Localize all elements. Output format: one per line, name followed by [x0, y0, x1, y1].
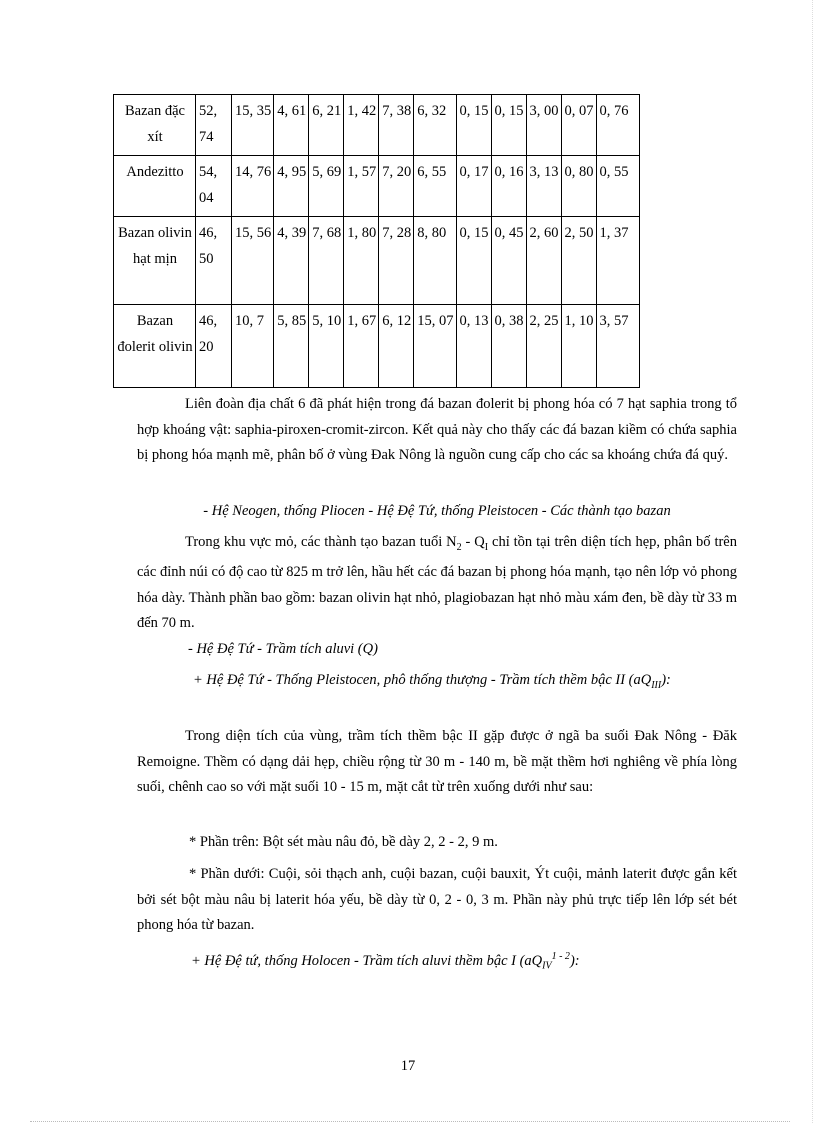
heading-neogen: - Hệ Neogen, thống Pliocen - Hệ Đệ Tứ, thống Pleistocen - Các thành tạo bazan — [203, 503, 671, 519]
value-cell: 6, 32 — [414, 95, 456, 156]
value-cell: 0, 55 — [596, 156, 639, 217]
value-cell: 7, 20 — [379, 156, 414, 217]
value-cell: 4, 39 — [274, 217, 309, 305]
table-row — [114, 305, 640, 388]
value-cell: 5, 69 — [309, 156, 344, 217]
paragraph-saphia: Liên đoàn địa chất 6 đã phát hiện trong đá bazan đolerit bị phong hóa có 7 hạt saphia trong tổ hợp khoáng vật: saphia-piroxen-cromit-zircon. Kết quả này cho thấy các đá bazan kiềm có chứa saphia bị phong hóa mạnh mẽ, phân bố ở vùng Đak Nông là nguồn cung cấp cho các sa khoáng chứa đá quý. — [137, 396, 737, 463]
value-cell: 6, 21 — [309, 95, 344, 156]
value-cell: 0, 15 — [491, 95, 526, 156]
page-number: 17 — [400, 1058, 416, 1074]
value-cell: 5, 10 — [309, 305, 344, 388]
table-row — [114, 95, 640, 156]
value-cell: 0, 15 — [456, 217, 491, 305]
value-cell: 2, 50 — [561, 217, 596, 305]
heading-de-tu-aluvi: - Hệ Đệ Tứ - Trầm tích aluvi (Q) — [188, 641, 378, 657]
value-cell: 4, 95 — [274, 156, 309, 217]
value-cell: 15, 07 — [414, 305, 456, 388]
value-cell: 0, 45 — [491, 217, 526, 305]
value-cell: 2, 60 — [526, 217, 561, 305]
composition-table — [113, 94, 640, 388]
rock-name-cell: Andezitto — [114, 156, 196, 217]
value-cell: 0, 15 — [456, 95, 491, 156]
value-cell: 0, 80 — [561, 156, 596, 217]
value-cell: 3, 00 — [526, 95, 561, 156]
value-cell: 54, 04 — [196, 156, 232, 217]
value-cell: 15, 56 — [232, 217, 274, 305]
value-cell: 5, 85 — [274, 305, 309, 388]
paragraph-phan-duoi: * Phần dưới: Cuội, sỏi thạch anh, cuội bazan, cuội bauxit, Ýt cuội, mảnh laterit được gắn kết bởi sét bột màu nâu bị laterit hóa yếu, bề dày từ 0, 2 - 0, 3 m. Phần này phủ trực tiếp lên lớp sét bét phong hóa từ bazan. — [137, 866, 737, 933]
footer-divider — [30, 1121, 790, 1122]
value-cell: 2, 25 — [526, 305, 561, 388]
value-cell: 1, 37 — [596, 217, 639, 305]
value-cell: 14, 76 — [232, 156, 274, 217]
table-row — [114, 217, 640, 305]
value-cell: 1, 57 — [344, 156, 379, 217]
value-cell: 52, 74 — [196, 95, 232, 156]
paragraph-phan-tren: * Phần trên: Bột sét màu nâu đỏ, bề dày 2, 2 - 2, 9 m. — [189, 834, 498, 850]
rock-name-cell: Bazan đolerit olivin — [114, 305, 196, 388]
page-edge — [812, 0, 813, 1123]
value-cell: 1, 67 — [344, 305, 379, 388]
value-cell: 8, 80 — [414, 217, 456, 305]
value-cell: 10, 7 — [232, 305, 274, 388]
value-cell: 6, 12 — [379, 305, 414, 388]
value-cell: 4, 61 — [274, 95, 309, 156]
value-cell: 1, 10 — [561, 305, 596, 388]
paragraph-them-bac-ii: Trong diện tích của vùng, trầm tích thềm bậc II gặp được ở ngã ba suối Đak Nông - Đăk Remoigne. Thềm có dạng dải hẹp, chiều rộng từ 30 m - 140 m, bề mặt thềm hơi nghiêng về phía lòng suối, chênh cao so với mặt suối 10 - 15 m, mặt cắt từ trên xuống dưới như sau: — [137, 728, 737, 795]
value-cell: 6, 55 — [414, 156, 456, 217]
value-cell: 0, 16 — [491, 156, 526, 217]
rock-name-cell: Bazan olivin hạt mịn — [114, 217, 196, 305]
value-cell: 3, 13 — [526, 156, 561, 217]
value-cell: 0, 76 — [596, 95, 639, 156]
heading-holocen: + Hệ Đệ tứ, thống Holocen - Trầm tích aluvi thềm bậc I $(aQ_{IV}^{1 - 2})$: — [191, 951, 580, 972]
value-cell: 1, 80 — [344, 217, 379, 305]
value-cell: 7, 38 — [379, 95, 414, 156]
value-cell: 7, 28 — [379, 217, 414, 305]
value-cell: 46, 50 — [196, 217, 232, 305]
rock-name-cell: Bazan đặc xít — [114, 95, 196, 156]
table-row — [114, 156, 640, 217]
value-cell: 0, 07 — [561, 95, 596, 156]
value-cell: 7, 68 — [309, 217, 344, 305]
value-cell: 0, 17 — [456, 156, 491, 217]
value-cell: 46, 20 — [196, 305, 232, 388]
heading-pleistocen: + Hệ Đệ Tứ - Thống Pleistocen, phô thống thượng - Trầm tích thềm bậc II $(aQ_{III})$: — [193, 672, 671, 691]
value-cell: 3, 57 — [596, 305, 639, 388]
value-cell: 0, 38 — [491, 305, 526, 388]
paragraph-bazan: Trong khu vực mỏ, các thành tạo bazan tuổi $N_2 - Q_I$ chỉ tồn tại trên diện tích hẹp, phân bố trên các đỉnh núi có độ cao từ 825 m trở lên, hầu hết các đá bazan bị phong hóa mạnh, tạo nên lớp vỏ phong hóa dày. Thành phần bao gồm: bazan olivin hạt nhỏ, plagiobazan hạt nhỏ màu xám đen, bề dày từ 33 m đến 70 m. — [137, 534, 737, 632]
value-cell: 0, 13 — [456, 305, 491, 388]
value-cell: 15, 35 — [232, 95, 274, 156]
value-cell: 1, 42 — [344, 95, 379, 156]
